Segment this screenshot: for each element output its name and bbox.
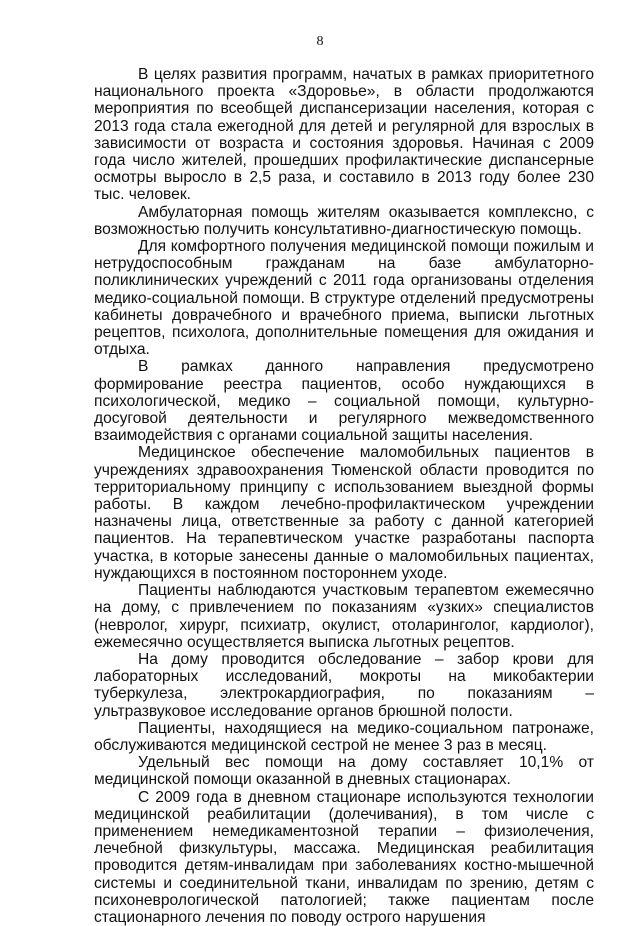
- paragraph: Удельный вес помощи на дому составляет 10,1% от медицинской помощи оказанной в дневных стационарах.: [94, 754, 594, 789]
- page-number: 8: [316, 34, 324, 49]
- paragraph: Пациенты наблюдаются участковым терапевтом ежемесячно на дому, с привлечением по показаниям «узких» специалистов (невролог, хирург, психиатр, окулист, отоларинголог, кардиолог), ежемесячно осуществляется выписка льготных рецептов.: [94, 582, 594, 651]
- paragraph: С 2009 года в дневном стационаре используются технологии медицинской реабилитации (долечивания), в том числе с применением немедикаментозной терапии – физиолечения, лечебной физкультуры, массажа. Медицинская реабилитация проводится детям-инвалидам при заболеваниях костно-мышечной системы и соединительной ткани, инвалидам по зрению, детям с психоневрологической патологией; также пациентам после стационарного лечения по поводу острого нарушения: [94, 788, 594, 926]
- paragraph: На дому проводится обследование – забор крови для лабораторных исследований, мокроты на микобактерии туберкулеза, электрокардиография, по показаниям – ультразвуковое исследование органов брюшной полости.: [94, 650, 594, 720]
- paragraph: Медицинское обеспечение маломобильных пациентов в учреждениях здравоохранения Тюменской области проводится по территориальному принципу с использованием выездной формы работы. В каждом лечебно-профилактическом учреждении назначены лица, ответственные за работу с данной категорией пациентов. На терапевтическом участке разработаны паспорта участка, в которые занесены данные о маломобильных пациентах, нуждающихся в постоянном постороннем уходе.: [94, 444, 594, 582]
- paragraph: В целях развития программ, начатых в рамках приоритетного национального проекта «Здоровье», в области продолжаются мероприятия по всеобщей диспансеризации населения, которая с 2013 года стала ежегодной для детей и регулярной для взрослых в зависимости от возраста и состояния здоровья. Начиная с 2009 года число жителей, прошедших профилактические диспансерные осмотры выросло в 2,5 раза, и составило в 2013 году более 230 тыс. человек.: [94, 66, 594, 204]
- body-text: [94, 66, 594, 926]
- paragraph: Для комфортного получения медицинской помощи пожилым и нетрудоспособным гражданам на базе амбулаторно-поликлинических учреждений с 2011 года организованы отделения медико-социальной помощи. В структуре отделений предусмотрены кабинеты доврачебного и врачебного приема, выписки льготных рецептов, психолога, дополнительные помещения для ожидания и отдыха.: [94, 238, 594, 359]
- paragraph: Пациенты, находящиеся на медико-социальном патронаже, обслуживаются медицинской сестрой не менее 3 раз в месяц.: [94, 719, 594, 754]
- paragraph: Амбулаторная помощь жителям оказывается комплексно, с возможностью получить консультативно-диагностическую помощь.: [94, 203, 594, 238]
- paragraph: В рамках данного направления предусмотрено формирование реестра пациентов, особо нуждающихся в психологической, медико – социальной помощи, культурно-досуговой деятельности и регулярного межведомственного взаимодействия с органами социальной защиты населения.: [94, 358, 594, 445]
